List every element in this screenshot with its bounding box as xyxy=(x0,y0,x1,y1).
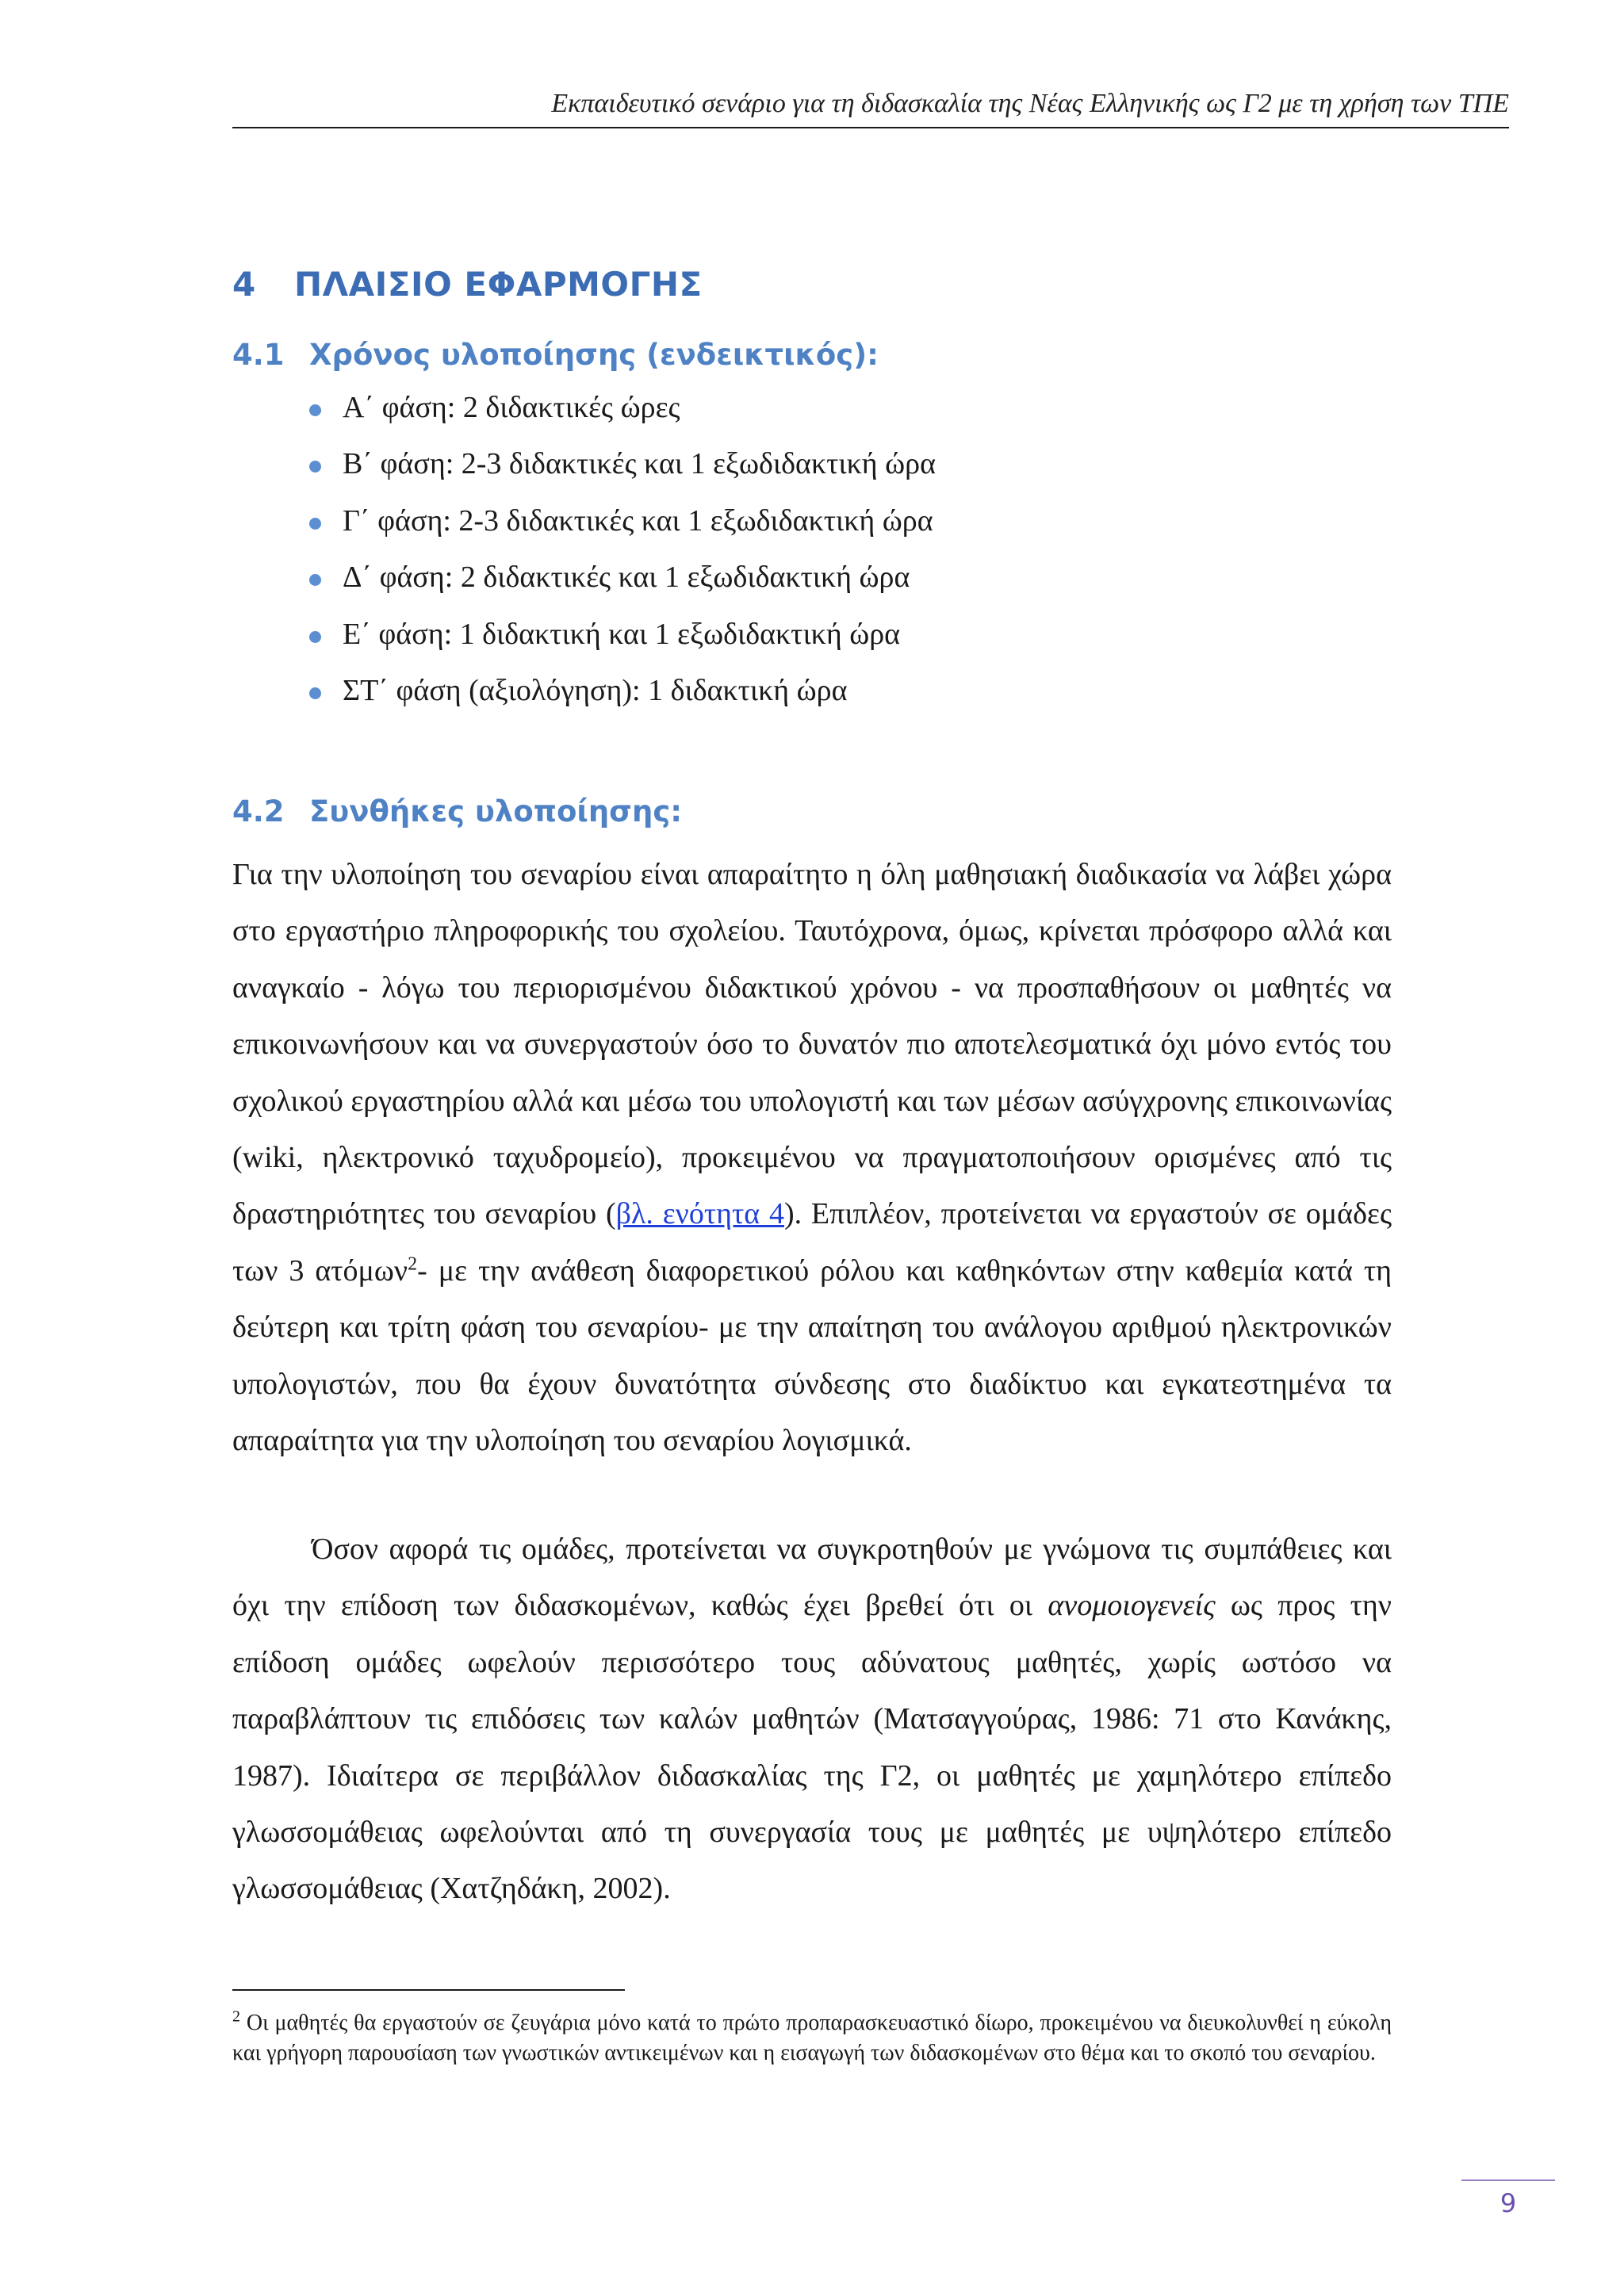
subsection-heading-conditions xyxy=(232,794,682,828)
footnote-divider xyxy=(232,1989,625,1991)
list-item xyxy=(309,390,936,446)
footnote xyxy=(232,2008,1392,2068)
paragraph-text: ). Επιπλέον, προτείνεται να εργαστούν σε ομάδες των 3 ατόμων xyxy=(232,1197,1392,1288)
list-item-text: Ε΄ φάση: 1 διδακτική και 1 εξωδιδακτική ώρα xyxy=(343,617,901,651)
footnote-reference: 2 xyxy=(408,1253,418,1275)
bullet-icon xyxy=(309,518,321,530)
subsection-number: 4.2 xyxy=(232,794,285,828)
paragraph-text: Όσον αφορά τις ομάδες, προτείνεται να συγκροτηθούν με γνώμονα τις συμπάθειες και όχι την επίδοση των διδασκομένων, καθώς έχει βρεθεί ότι οι xyxy=(232,1533,1392,1623)
list-item xyxy=(309,560,936,616)
section-title: ΠΛΑΙΣΙΟ ΕΦΑΡΜΟΓΗΣ xyxy=(294,265,703,304)
list-item-text: ΣΤ΄ φάση (αξιολόγηση): 1 διδακτική ώρα xyxy=(343,673,848,707)
list-item xyxy=(309,446,936,503)
header-divider xyxy=(232,127,1509,128)
footnote-marker: 2 xyxy=(232,2007,240,2026)
paragraph-text: ως προς την επίδοση ομάδες ωφελούν περισσότερο τους αδύνατους μαθητές, χωρίς ωστόσο να παραβλάπτουν τις επιδόσεις των καλών μαθητών (Ματσαγγούρας, 1986: 71 στο Κανάκης, 1987). Ιδιαίτερα σε περιβάλλον διδασκαλίας της Γ2, οι μαθητές με χαμηλότερο επίπεδο γλωσσομάθειας ωφελούνται από τη συνεργασία τους με μαθητές με υψηλότερο επίπεδο γλωσσομάθειας (Χατζηδάκη, 2002). xyxy=(232,1589,1392,1906)
footnote-text: Οι μαθητές θα εργαστούν σε ζευγάρια μόνο κατά το πρώτο προπαρασκευαστικό δίωρο, προκειμένου να διευκολυνθεί η εύκολη και γρήγορη παρουσίαση των γνωστικών αντικειμένων και η εισαγωγή των διδασκομένων στο θέμα και το σκοπό του σεναρίου. xyxy=(232,2011,1392,2065)
phase-list xyxy=(309,390,936,729)
bullet-icon xyxy=(309,631,321,643)
bullet-icon xyxy=(309,404,321,416)
section-number: 4 xyxy=(232,265,256,304)
list-item xyxy=(309,673,936,729)
page-number: 9 xyxy=(1500,2188,1517,2218)
list-item-text: Β΄ φάση: 2-3 διδακτικές και 1 εξωδιδακτική ώρα xyxy=(343,447,936,481)
subsection-number: 4.1 xyxy=(232,338,285,372)
bullet-icon xyxy=(309,461,321,473)
paragraph-text: Για την υλοποίηση του σεναρίου είναι απαραίτητο η όλη μαθησιακή διαδικασία να λάβει χώρα στο εργαστήριο πληροφορικής του σχολείου. Ταυτόχρονα, όμως, κρίνεται πρόσφορο αλλά και αναγκαίο - λόγω του περιορισμένου διδακτικού χρόνου - να προσπαθήσουν οι μαθητές να επικοινωνήσουν και να συνεργαστούν όσο το δυνατόν πιο αποτελεσματικά όχι μόνο εντός του σχολικού εργαστηρίου αλλά και μέσω του υπολογιστή και των μέσων ασύγχρονης επικοινωνίας (wiki, ηλεκτρονικό ταχυδρομείο), προκειμένου να πραγματοποιήσουν ορισμένες από τις δραστηριότητες του σεναρίου ( xyxy=(232,858,1392,1231)
paragraph-groups xyxy=(232,1521,1392,1918)
list-item-text: Γ΄ φάση: 2-3 διδακτικές και 1 εξωδιδακτική ώρα xyxy=(343,503,933,538)
paragraph-text: - με την ανάθεση διαφορετικού ρόλου και καθηκόντων στην καθεμία κατά τη δεύτερη και τρίτη φάση του σεναρίου- με την απαίτηση του ανάλογου αριθμού ηλεκτρονικών υπολογιστών, που θα έχουν δυνατότητα σύνδεσης στο διαδίκτυο και εγκατεστημένα τα απαραίτητα για την υλοποίηση του σεναρίου λογισμικά. xyxy=(232,1253,1392,1458)
list-item-text: Α΄ φάση: 2 διδακτικές ώρες xyxy=(343,391,680,424)
emphasized-term: ανομοιογενείς xyxy=(1048,1589,1216,1623)
list-item xyxy=(309,617,936,673)
subsection-heading-time xyxy=(232,338,879,372)
bullet-icon xyxy=(309,687,321,699)
page-number-divider xyxy=(1461,2179,1555,2181)
section-heading xyxy=(232,265,703,304)
list-item xyxy=(309,503,936,560)
list-item-text: Δ΄ φάση: 2 διδακτικές και 1 εξωδιδακτική ώρα xyxy=(343,561,910,595)
running-header: Εκπαιδευτικό σενάριο για τη διδασκαλία της Νέας Ελληνικής ως Γ2 με τη χρήση των ΤΠΕ xyxy=(551,89,1509,118)
section-4-link[interactable]: βλ. ενότητα 4 xyxy=(615,1197,784,1231)
subsection-title: Συνθήκες υλοποίησης: xyxy=(309,794,683,828)
bullet-icon xyxy=(309,574,321,586)
subsection-title: Χρόνος υλοποίησης (ενδεικτικός): xyxy=(309,338,879,372)
paragraph-conditions xyxy=(232,847,1392,1469)
